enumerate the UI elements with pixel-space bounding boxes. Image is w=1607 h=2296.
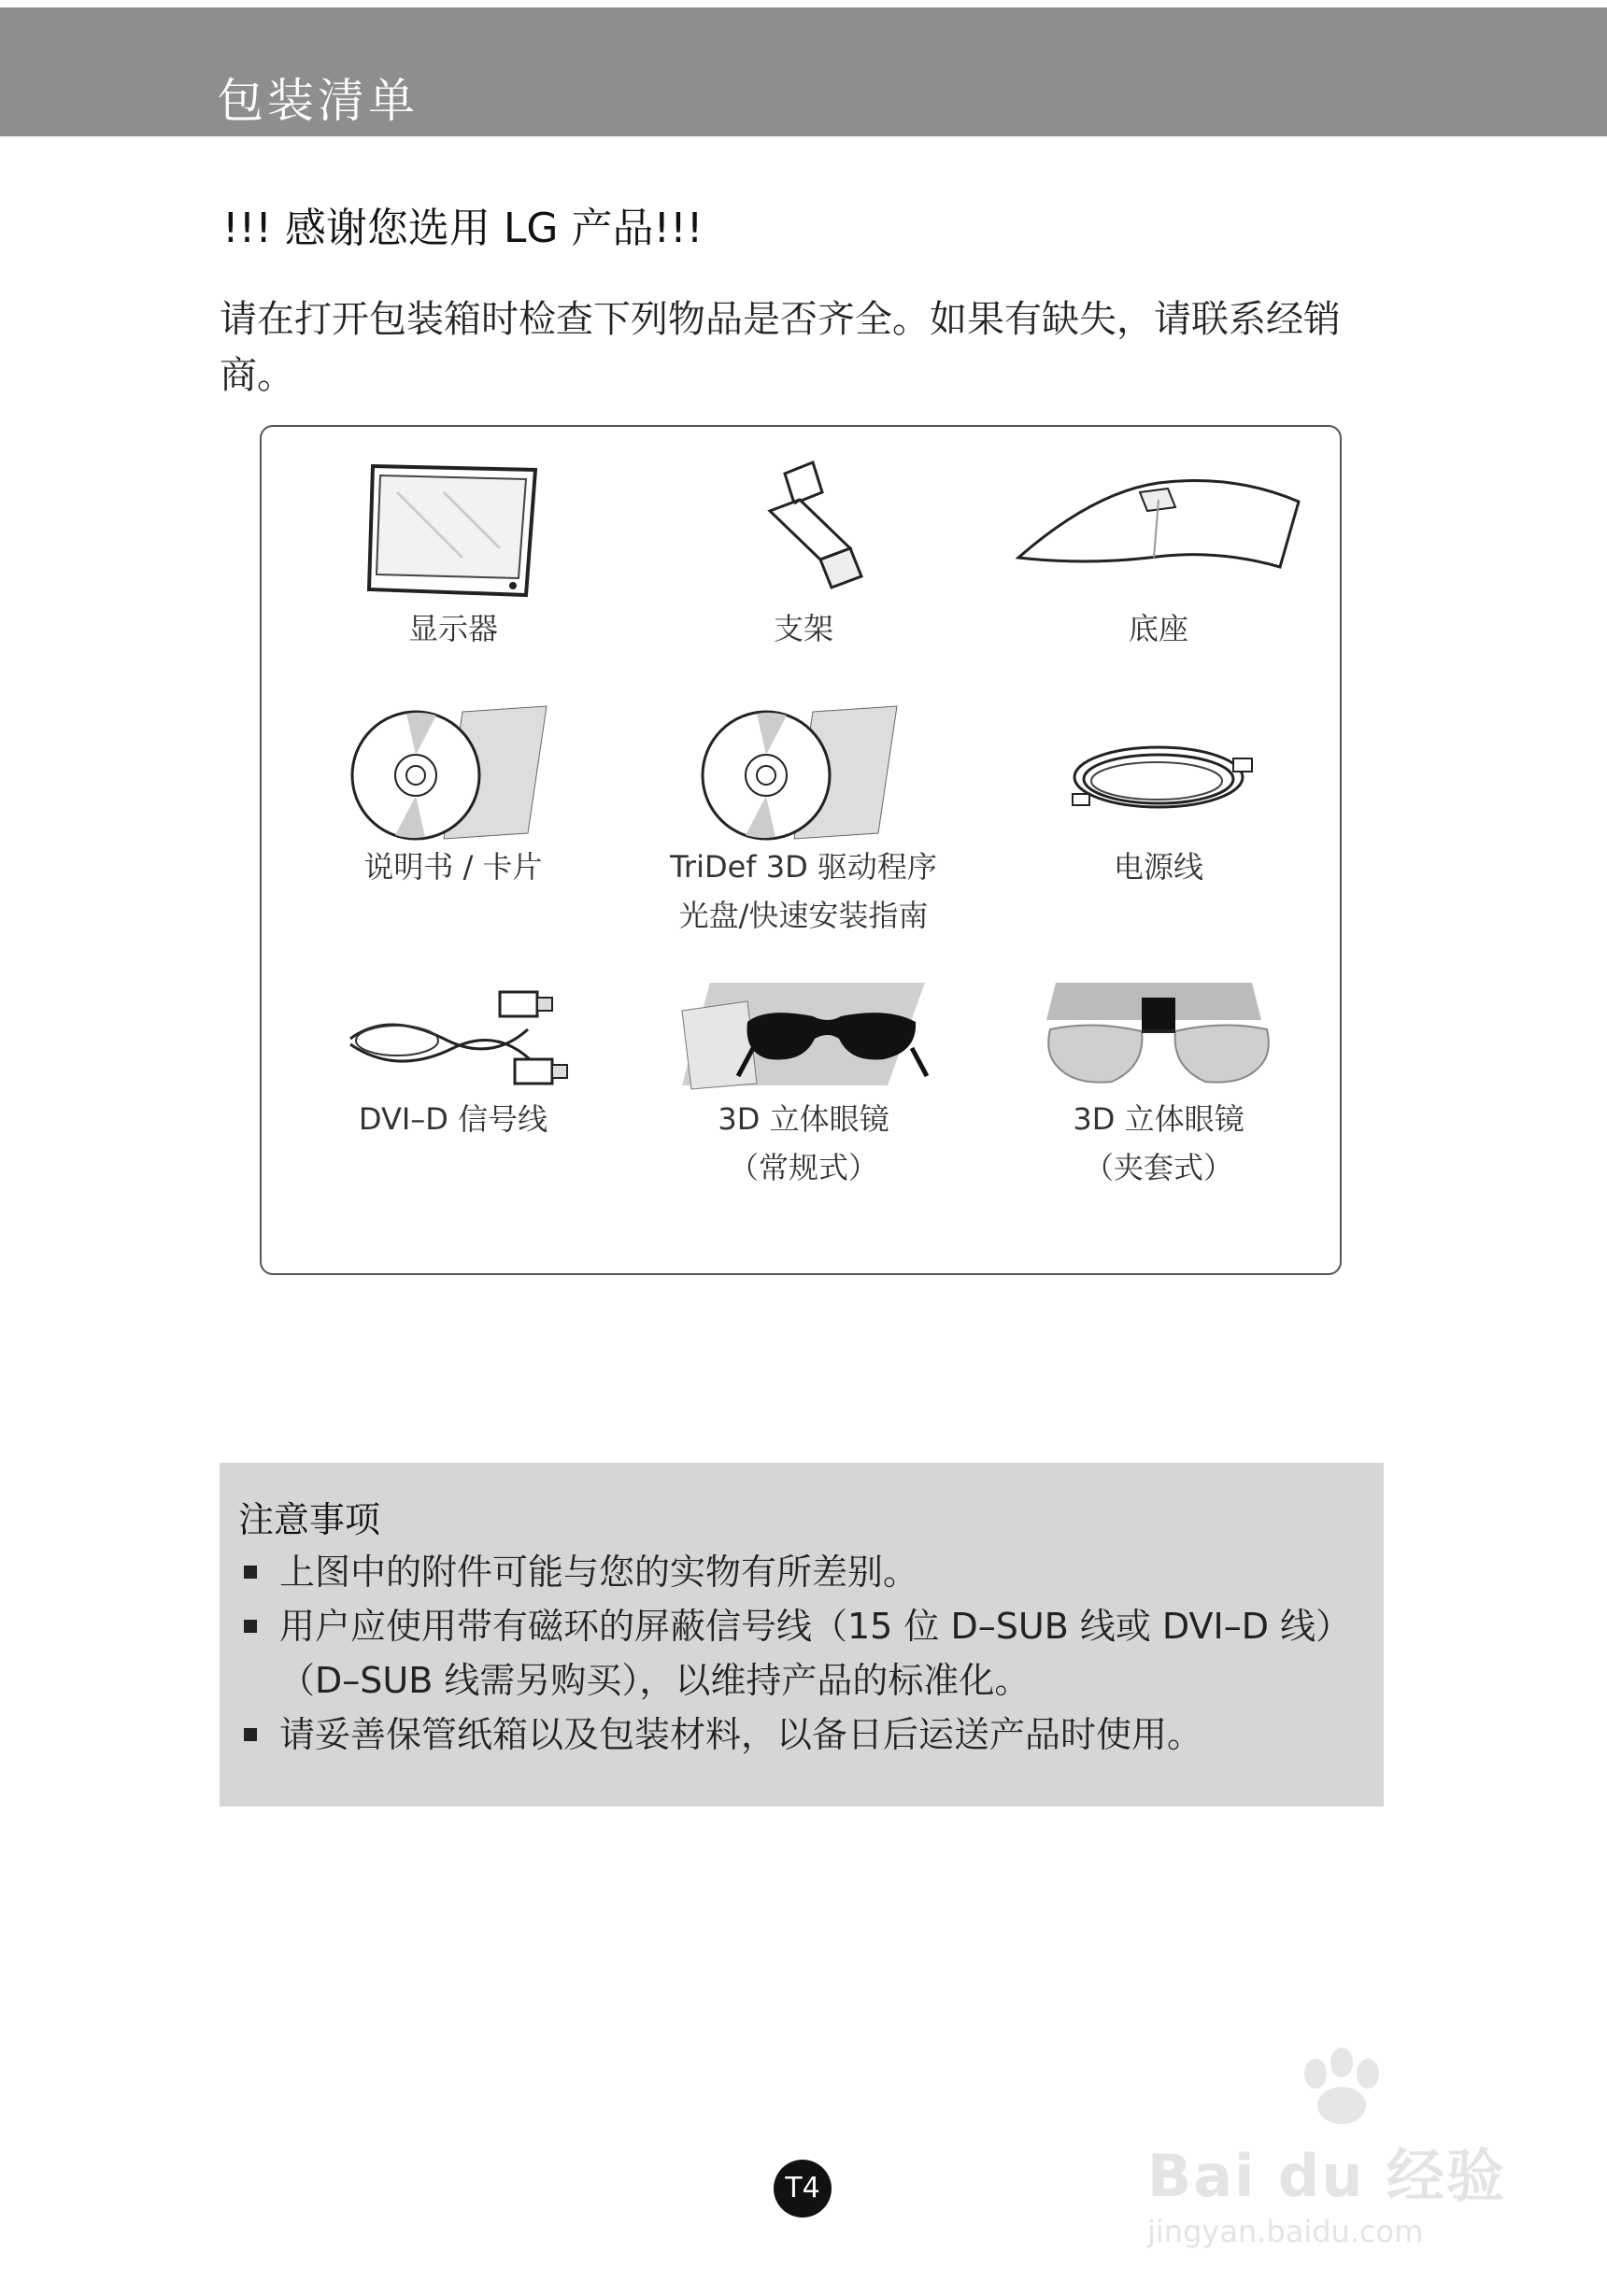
stand-icon	[710, 455, 897, 604]
list-item: 请妥善保管纸箱以及包装材料，以备日后运送产品时使用。	[238, 1708, 1359, 1762]
item-base	[1000, 455, 1317, 653]
thanks-heading: !!! 感谢您选用 LG 产品!!!	[222, 205, 704, 252]
item-glasses-clip	[1000, 973, 1317, 1192]
item-dvi-cable	[294, 973, 612, 1143]
power-cord-icon	[1046, 702, 1271, 843]
bullet-icon	[244, 1620, 257, 1633]
item-label: 3D 立体眼镜	[718, 1101, 889, 1137]
list-item: 用户应使用带有磁环的屏蔽信号线（15 位 D–SUB 线或 DVI–D 线）（D–SUB 线需另购买），以维持产品的标准化。	[238, 1599, 1359, 1708]
page-title: 包装清单	[217, 74, 419, 128]
item-label: 底座	[1128, 611, 1188, 646]
base-icon	[1009, 455, 1308, 604]
watermark-text: Bai du 经验	[1147, 2142, 1507, 2210]
driver-cd-icon	[691, 702, 916, 843]
notes-list	[238, 1545, 1359, 1762]
bullet-icon	[244, 1566, 257, 1579]
item-sublabel: 光盘/快速安装指南	[678, 898, 929, 933]
item-glasses-regular	[645, 973, 962, 1192]
package-contents-box	[260, 425, 1342, 1275]
list-item: 上图中的附件可能与您的实物有所差别。	[238, 1545, 1359, 1599]
intro-text: 请在打开包装箱时检查下列物品是否齐全。如果有缺失，请联系经销商。	[220, 298, 1341, 397]
item-label: TriDef 3D 驱动程序	[670, 849, 937, 885]
item-label: 3D 立体眼镜	[1073, 1101, 1244, 1137]
item-sublabel: （常规式）	[728, 1150, 878, 1185]
item-label: 电源线	[1113, 849, 1203, 885]
header-bar	[0, 7, 1607, 136]
item-power-cord	[1000, 702, 1317, 891]
paw-logo-icon	[1287, 2046, 1400, 2130]
item-manual	[294, 702, 612, 891]
baidu-watermark	[1147, 2046, 1521, 2251]
item-monitor	[294, 455, 612, 653]
item-label: 显示器	[407, 611, 498, 646]
monitor-icon	[360, 455, 547, 604]
notes-panel	[220, 1463, 1384, 1807]
page-number-badge: T4	[774, 2160, 832, 2218]
bullet-icon	[244, 1728, 257, 1741]
item-stand	[645, 455, 962, 653]
item-driver-cd	[645, 702, 962, 940]
item-label: 支架	[773, 611, 833, 646]
manual-cd-icon	[341, 702, 565, 843]
notes-title: 注意事项	[238, 1499, 381, 1540]
watermark-url: jingyan.baidu.com	[1147, 2214, 1424, 2249]
glasses-clip-icon	[1037, 973, 1280, 1095]
glasses-regular-icon	[663, 973, 944, 1095]
item-sublabel: （夹套式）	[1083, 1150, 1233, 1185]
item-label: 说明书 / 卡片	[363, 849, 543, 885]
dvi-cable-icon	[332, 973, 575, 1095]
item-label: DVI–D 信号线	[358, 1101, 548, 1137]
